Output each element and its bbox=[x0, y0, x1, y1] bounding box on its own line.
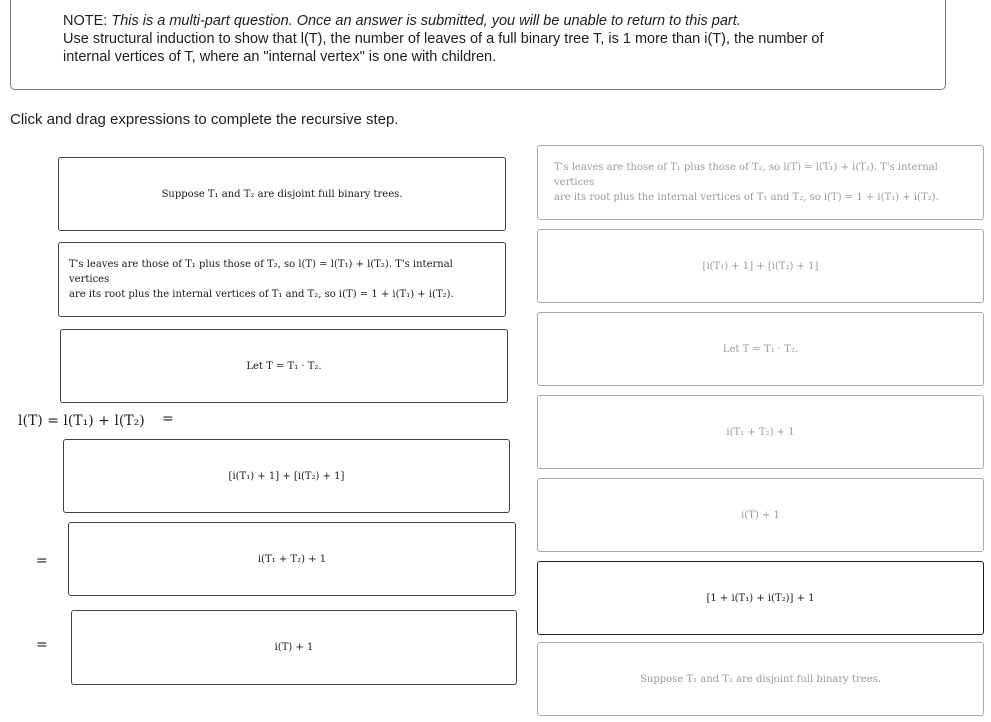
note-line-1 bbox=[63, 12, 741, 30]
note-prefix: NOTE: bbox=[63, 13, 112, 29]
note-line-2: Use structural induction to show that l(T), the number of leaves of a full binary tree T, is 1 more than i(T), the number of bbox=[63, 31, 824, 47]
bank-item-4-text: i(T₁ + T₂) + 1 bbox=[726, 426, 795, 438]
bank-item-3-text: Let T = T₁ · T₂. bbox=[722, 343, 799, 355]
proof-slot-2-text bbox=[59, 257, 505, 302]
equation-slot-3-text: i(T) + 1 bbox=[274, 642, 314, 653]
bank-item-7-text: Suppose T₁ and T₂ are disjoint full binary trees. bbox=[640, 673, 881, 685]
note-box bbox=[10, 0, 946, 90]
bank-item-1[interactable] bbox=[537, 145, 984, 220]
equation-slot-2[interactable] bbox=[68, 522, 516, 596]
equation-lhs: l(T) = l(T₁) + l(T₂) bbox=[18, 413, 145, 429]
bank-item-5-text: i(T) + 1 bbox=[741, 509, 780, 521]
proof-slot-3-text: Let T = T₁ · T₂. bbox=[246, 360, 322, 372]
bank-item-1-line1: T's leaves are those of T₁ plus those of T₂, so l(T) = l(T₁) + l(T₂). T's internal vertices bbox=[554, 162, 938, 188]
proof-slot-1[interactable] bbox=[58, 157, 506, 231]
equation-slot-3[interactable] bbox=[71, 610, 517, 685]
bank-item-1-text bbox=[538, 160, 983, 205]
proof-slot-3[interactable] bbox=[60, 329, 508, 403]
bank-item-7[interactable] bbox=[537, 642, 984, 716]
equation-equals-1: = bbox=[162, 411, 174, 427]
proof-slot-2-line2: are its root plus the internal vertices of T₁ and T₂, so i(T) = 1 + i(T₁) + i(T₂). bbox=[69, 289, 454, 300]
note-line-3: internal vertices of T, where an "internal vertex" is one with children. bbox=[63, 49, 497, 65]
bank-item-5[interactable] bbox=[537, 478, 984, 552]
instruction-text: Click and drag expressions to complete the recursive step. bbox=[10, 111, 399, 128]
bank-item-1-line2: are its root plus the internal vertices of T₁ and T₂, so i(T) = 1 + i(T₁) + i(T₂). bbox=[554, 192, 939, 203]
bank-item-4[interactable] bbox=[537, 395, 984, 469]
bank-item-2[interactable] bbox=[537, 229, 984, 303]
note-italic: This is a multi-part question. Once an answer is submitted, you will be unable to return to this part. bbox=[111, 13, 741, 29]
proof-slot-2-line1: T's leaves are those of T₁ plus those of T₂, so l(T) = l(T₁) + l(T₂). T's internal vertices bbox=[69, 259, 453, 285]
bank-item-2-text: [i(T₁) + 1] + [i(T₂) + 1] bbox=[702, 260, 819, 272]
equation-slot-2-text: i(T₁ + T₂) + 1 bbox=[257, 553, 327, 565]
equation-equals-2: = bbox=[36, 553, 48, 569]
bank-item-6-text: [1 + i(T₁) + i(T₂)] + 1 bbox=[706, 592, 815, 604]
equation-equals-3: = bbox=[36, 637, 48, 653]
equation-slot-1[interactable] bbox=[63, 439, 510, 513]
proof-slot-1-text: Suppose T₁ and T₂ are disjoint full binary trees. bbox=[161, 188, 403, 200]
equation-slot-1-text: [i(T₁) + 1] + [i(T₂) + 1] bbox=[228, 470, 345, 482]
proof-slot-2[interactable] bbox=[58, 242, 506, 317]
bank-item-3[interactable] bbox=[537, 312, 984, 386]
bank-item-6[interactable] bbox=[537, 561, 984, 635]
